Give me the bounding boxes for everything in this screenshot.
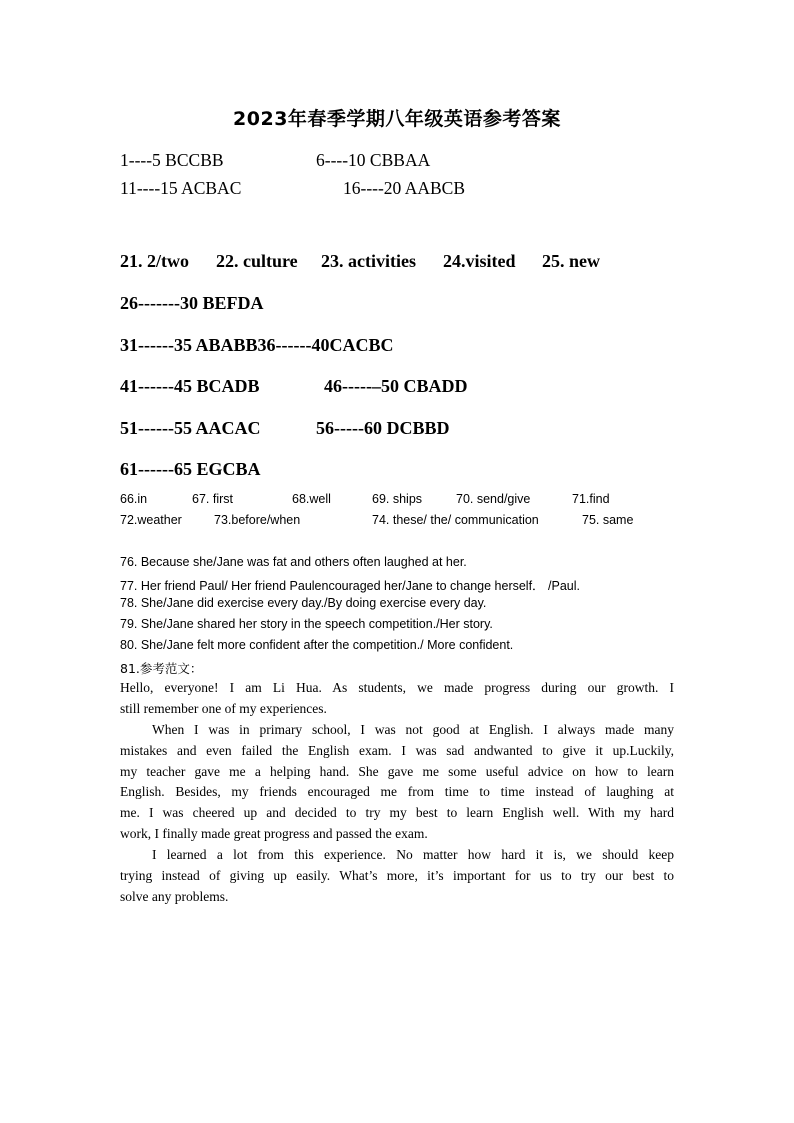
answer-23: 23. activities [321, 251, 416, 271]
short-answer-79: 79. She/Jane shared her story in the speech competition./Her story. [120, 617, 493, 631]
blank-67: 67. first [192, 492, 233, 506]
essay-line: Hello, everyone! I am Li Hua. As students, we made progress during our growth. I [120, 680, 674, 695]
answer-56-60: 56-----60 DCBBD [316, 418, 450, 438]
blank-69: 69. ships [372, 492, 423, 506]
essay-line: I learned a lot from this experience. No matter how hard it is, we should keep [152, 847, 674, 862]
blank-72: 72.weather [120, 513, 182, 527]
blank-75: 75. same [582, 513, 634, 527]
essay-paragraph-3 [120, 845, 674, 907]
answer-26-30: 26-------30 BEFDA [120, 293, 264, 313]
answer-6-10: 6----10 CBBAA [316, 150, 431, 170]
answer-51-55: 51------55 AACAC [120, 418, 261, 438]
answer-11-15: 11----15 ACBAC [120, 178, 242, 198]
short-answer-80: 80. She/Jane felt more confident after the competition./ More confident. [120, 638, 514, 652]
short-answer-77: 77. Her friend Paul/ Her friend Paulencouraged her/Jane to change herself． /Paul. [120, 579, 580, 593]
essay-paragraph-2 [120, 720, 674, 845]
short-answer-76: 76. Because she/Jane was fat and others often laughed at her. [120, 555, 467, 569]
blank-73: 73.before/when [214, 513, 301, 527]
answer-46-50: 46-----–50 CBADD [324, 376, 468, 396]
answer-1-5: 1----5 BCCBB [120, 150, 224, 170]
essay-line: English. Besides, my friends encouraged me from time to time instead of laughing at [120, 784, 674, 800]
essay-line: solve any problems. [120, 888, 229, 904]
blank-71: 71.find [572, 492, 610, 506]
page-title: 2023年春季学期八年级英语参考答案 [233, 108, 561, 130]
essay-line: me. I was cheered up and decided to try my best to learn English well. With my hard [120, 805, 674, 821]
answer-31-40: 31------35 ABABB36------40CACBC [120, 335, 394, 355]
answer-22: 22. culture [216, 251, 298, 271]
essay-line: my teacher gave me a helping hand. She gave me some useful advice on how to learn [120, 763, 674, 779]
blank-74: 74. these/ the/ communication [372, 513, 539, 527]
essay-line: still remember one of my experiences. [120, 700, 327, 716]
essay-line: work, I finally made great progress and passed the exam. [120, 825, 428, 841]
blank-66: 66.in [120, 492, 148, 506]
answer-25: 25. new [542, 251, 600, 271]
essay-line: mistakes and even failed the English exam. I was sad andwanted to give it up.Luckily, [120, 742, 674, 758]
short-answer-78: 78. She/Jane did exercise every day./By doing exercise every day. [120, 596, 487, 610]
answer-21: 21. 2/two [120, 251, 189, 271]
essay-line: When I was in primary school, I was not good at English. I always made many [152, 722, 674, 737]
essay-paragraph-1 [120, 678, 674, 720]
essay-label: 81.参考范文： [120, 661, 203, 676]
essay-line: trying instead of giving up easily. What’s more, it’s important for us to try our best to [120, 867, 674, 883]
answer-24: 24.visited [443, 251, 516, 271]
answer-16-20: 16----20 AABCB [343, 178, 466, 198]
blank-70: 70. send/give [456, 492, 531, 506]
answer-41-45: 41------45 BCADB [120, 376, 260, 396]
blank-68: 68.well [292, 492, 331, 506]
answer-61-65: 61------65 EGCBA [120, 459, 261, 479]
